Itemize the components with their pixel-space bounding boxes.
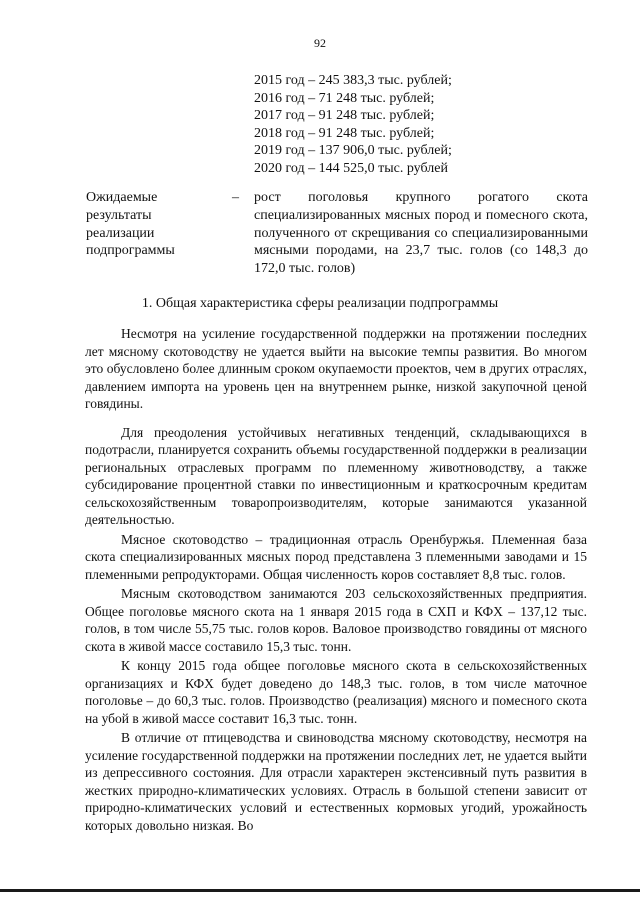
expected-results-label-line: подпрограммы <box>86 243 175 259</box>
paragraph: В отличие от птицеводства и свиноводства мясному скотоводству, несмотря на усиление государственной поддержки на протяжении последних лет, не удается выйти из депрессивного состояния. Для отрасли характерен экстенсивный путь развития в жестких природно-климатических условиях. Отрасль в большой степени зависит от природно-климатических условий и естественных кормовых угодий, урожайность которых довольно низкая. Во <box>85 730 587 833</box>
paragraph: Для преодоления устойчивых негативных тенденций, складывающихся в подотрасли, планируется сохранить объемы государственной поддержки в реализации региональных отраслевых программ по племенному животноводству, а также субсидирование процентной ставки по инвестиционным и краткосрочным кредитам сельскохозяйственным товаропроизводителям, которые занимаются указанной деятельностью. <box>85 424 587 527</box>
funding-line-2020: 2020 год – 144 525,0 тыс. рублей <box>254 160 448 176</box>
funding-line-2016: 2016 год – 71 248 тыс. рублей; <box>254 90 435 106</box>
funding-line-2015: 2015 год – 245 383,3 тыс. рублей; <box>254 73 452 88</box>
section-heading: 1. Общая характеристика сферы реализации подпрограммы <box>141 296 499 311</box>
expected-results-label-line: реализации <box>86 225 155 241</box>
paragraph: Несмотря на усиление государственной поддержки на протяжении последних лет мясному скотоводству не удается выйти на высокие темпы развития. Во многом это обусловлено более длинным сроком окупаемости проектов, чем в других отраслях, давлением импорта на уровень цен на внутреннем рынке, низкой закупочной ценой говядины. <box>85 326 587 411</box>
page-number: 92 <box>314 36 326 50</box>
expected-results-label <box>86 189 216 260</box>
funding-by-year-list <box>254 72 452 177</box>
funding-line-2019: 2019 год – 137 906,0 тыс. рублей; <box>254 143 452 158</box>
paragraph: К концу 2015 года общее поголовье мясного скота в сельскохозяйственных организациях и КФХ будет доведено до 148,3 тыс. голов, в том числе маточное поголовье – до 60,3 тыс. голов. Производство (реализация) мясного и помесного скота на убой в живой массе составит 16,3 тыс. тонн. <box>85 658 587 726</box>
funding-line-2018: 2018 год – 91 248 тыс. рублей; <box>254 125 435 141</box>
funding-line-2017: 2017 год – 91 248 тыс. рублей; <box>254 108 435 123</box>
expected-results-label-line: Ожидаемые <box>86 190 158 205</box>
paragraph: Мясное скотоводство – традиционная отрасль Оренбуржья. Племенная база скота специализированных мясных пород представлена 3 племенными заводами и 15 племенными репродукторами. Общая численность коров составляет 8,8 тыс. голов. <box>85 531 587 582</box>
body-text <box>85 325 587 836</box>
bottom-scan-border <box>0 889 640 892</box>
expected-results-dash: – <box>232 190 239 205</box>
expected-results-label-line: результаты <box>86 207 152 223</box>
paragraph: Мясным скотоводством занимаются 203 сельскохозяйственных предприятия. Общее поголовье мясного скота на 1 января 2015 года в СХП и КФХ – 137,12 тыс. голов, в том числе 55,75 тыс. голов коров. Валовое производство говядины от мясного скота в живой массе составило 15,3 тыс. тонн. <box>85 586 587 654</box>
expected-results-text: рост поголовья крупного рогатого скота специализированных мясных пород и помесного скота, полученного от скрещивания со специализированными мясными породами, на 23,7 тыс. голов (со 148,3 до 172,0 тыс. голов) <box>254 190 588 277</box>
